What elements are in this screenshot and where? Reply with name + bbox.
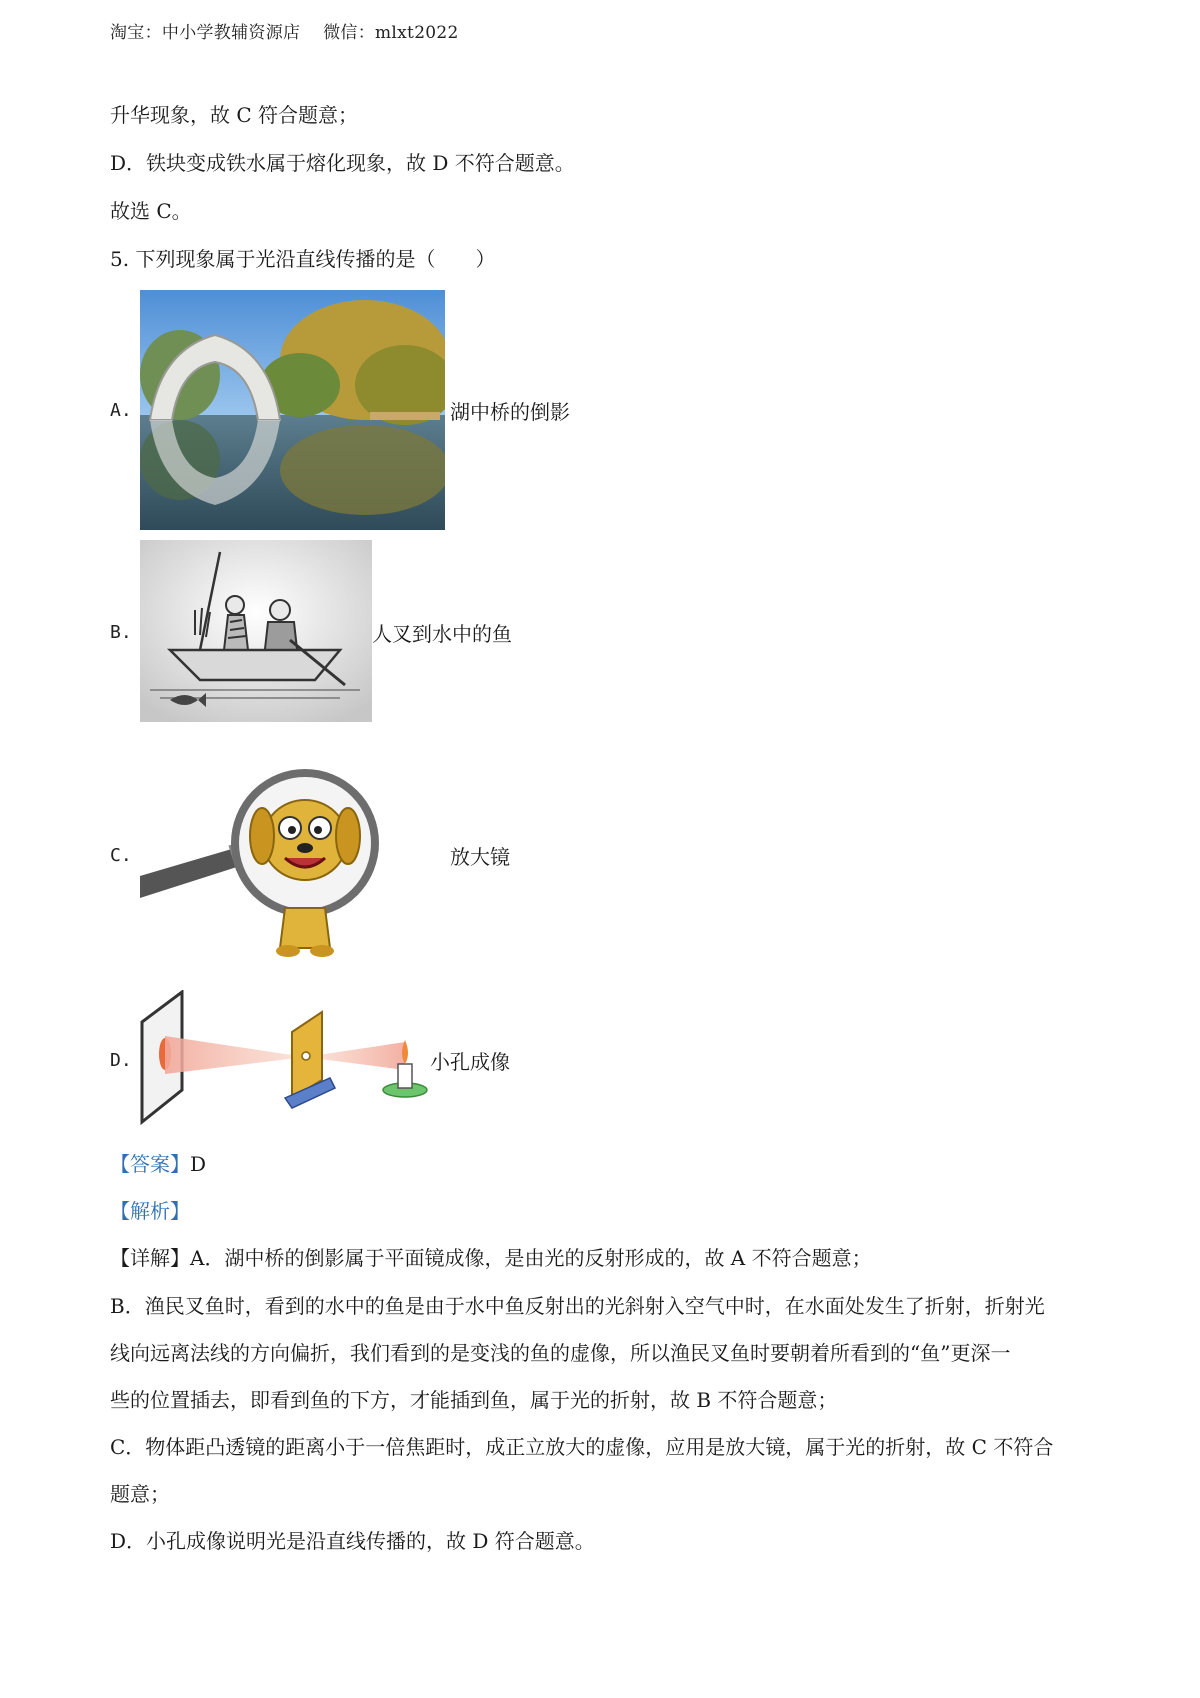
analysis-label: 【解析】	[110, 1199, 190, 1223]
detail-line-3: 线向远离法线的方向偏折，我们看到的是变浅的鱼的虚像，所以渔民叉鱼时要朝着所看到的“鱼”更深一	[110, 1341, 1011, 1365]
option-c-letter: C.	[110, 845, 132, 866]
prev-line-1: 升华现象，故 C 符合题意；	[110, 103, 359, 127]
detail-line-6: 题意；	[110, 1482, 170, 1506]
answer-line	[110, 1149, 206, 1179]
pinhole-camera-diagram-icon	[140, 990, 440, 1125]
option-b-letter: B.	[110, 622, 132, 643]
answer-value: D	[190, 1152, 207, 1176]
prev-line-2: D．铁块变成铁水属于熔化现象，故 D 不符合题意。	[110, 151, 575, 175]
detail-line-7: D．小孔成像说明光是沿直线传播的，故 D 符合题意。	[110, 1529, 595, 1553]
option-a-letter: A.	[110, 400, 132, 421]
option-d-letter: D.	[110, 1050, 132, 1071]
magnifying-glass-dog-icon	[140, 748, 380, 968]
question-stem: 5. 下列现象属于光沿直线传播的是（ ）	[110, 247, 496, 271]
option-c-caption: 放大镜	[450, 845, 510, 869]
detail-line-1: 【详解】A．湖中桥的倒影属于平面镜成像，是由光的反射形成的，故 A 不符合题意；	[110, 1246, 872, 1270]
prev-line-3: 故选 C。	[110, 199, 192, 223]
fisherman-spear-drawing-icon	[140, 540, 372, 722]
option-d-caption: 小孔成像	[430, 1050, 510, 1074]
bridge-reflection-photo-icon	[140, 290, 445, 530]
page-header: 淘宝：中小学教辅资源店 微信：mlxt2022	[110, 23, 459, 43]
option-b-caption: 人叉到水中的鱼	[372, 622, 512, 646]
detail-line-4: 些的位置插去，即看到鱼的下方，才能插到鱼，属于光的折射，故 B 不符合题意；	[110, 1388, 838, 1412]
option-a-caption: 湖中桥的倒影	[450, 400, 570, 424]
detail-line-2: B．渔民叉鱼时，看到的水中的鱼是由于水中鱼反射出的光斜射入空气中时，在水面处发生了折射，折射光	[110, 1294, 1045, 1318]
answer-label: 【答案】	[110, 1152, 190, 1176]
detail-line-5: C．物体距凸透镜的距离小于一倍焦距时，成正立放大的虚像，应用是放大镜，属于光的折射，故 C 不符合	[110, 1435, 1054, 1459]
